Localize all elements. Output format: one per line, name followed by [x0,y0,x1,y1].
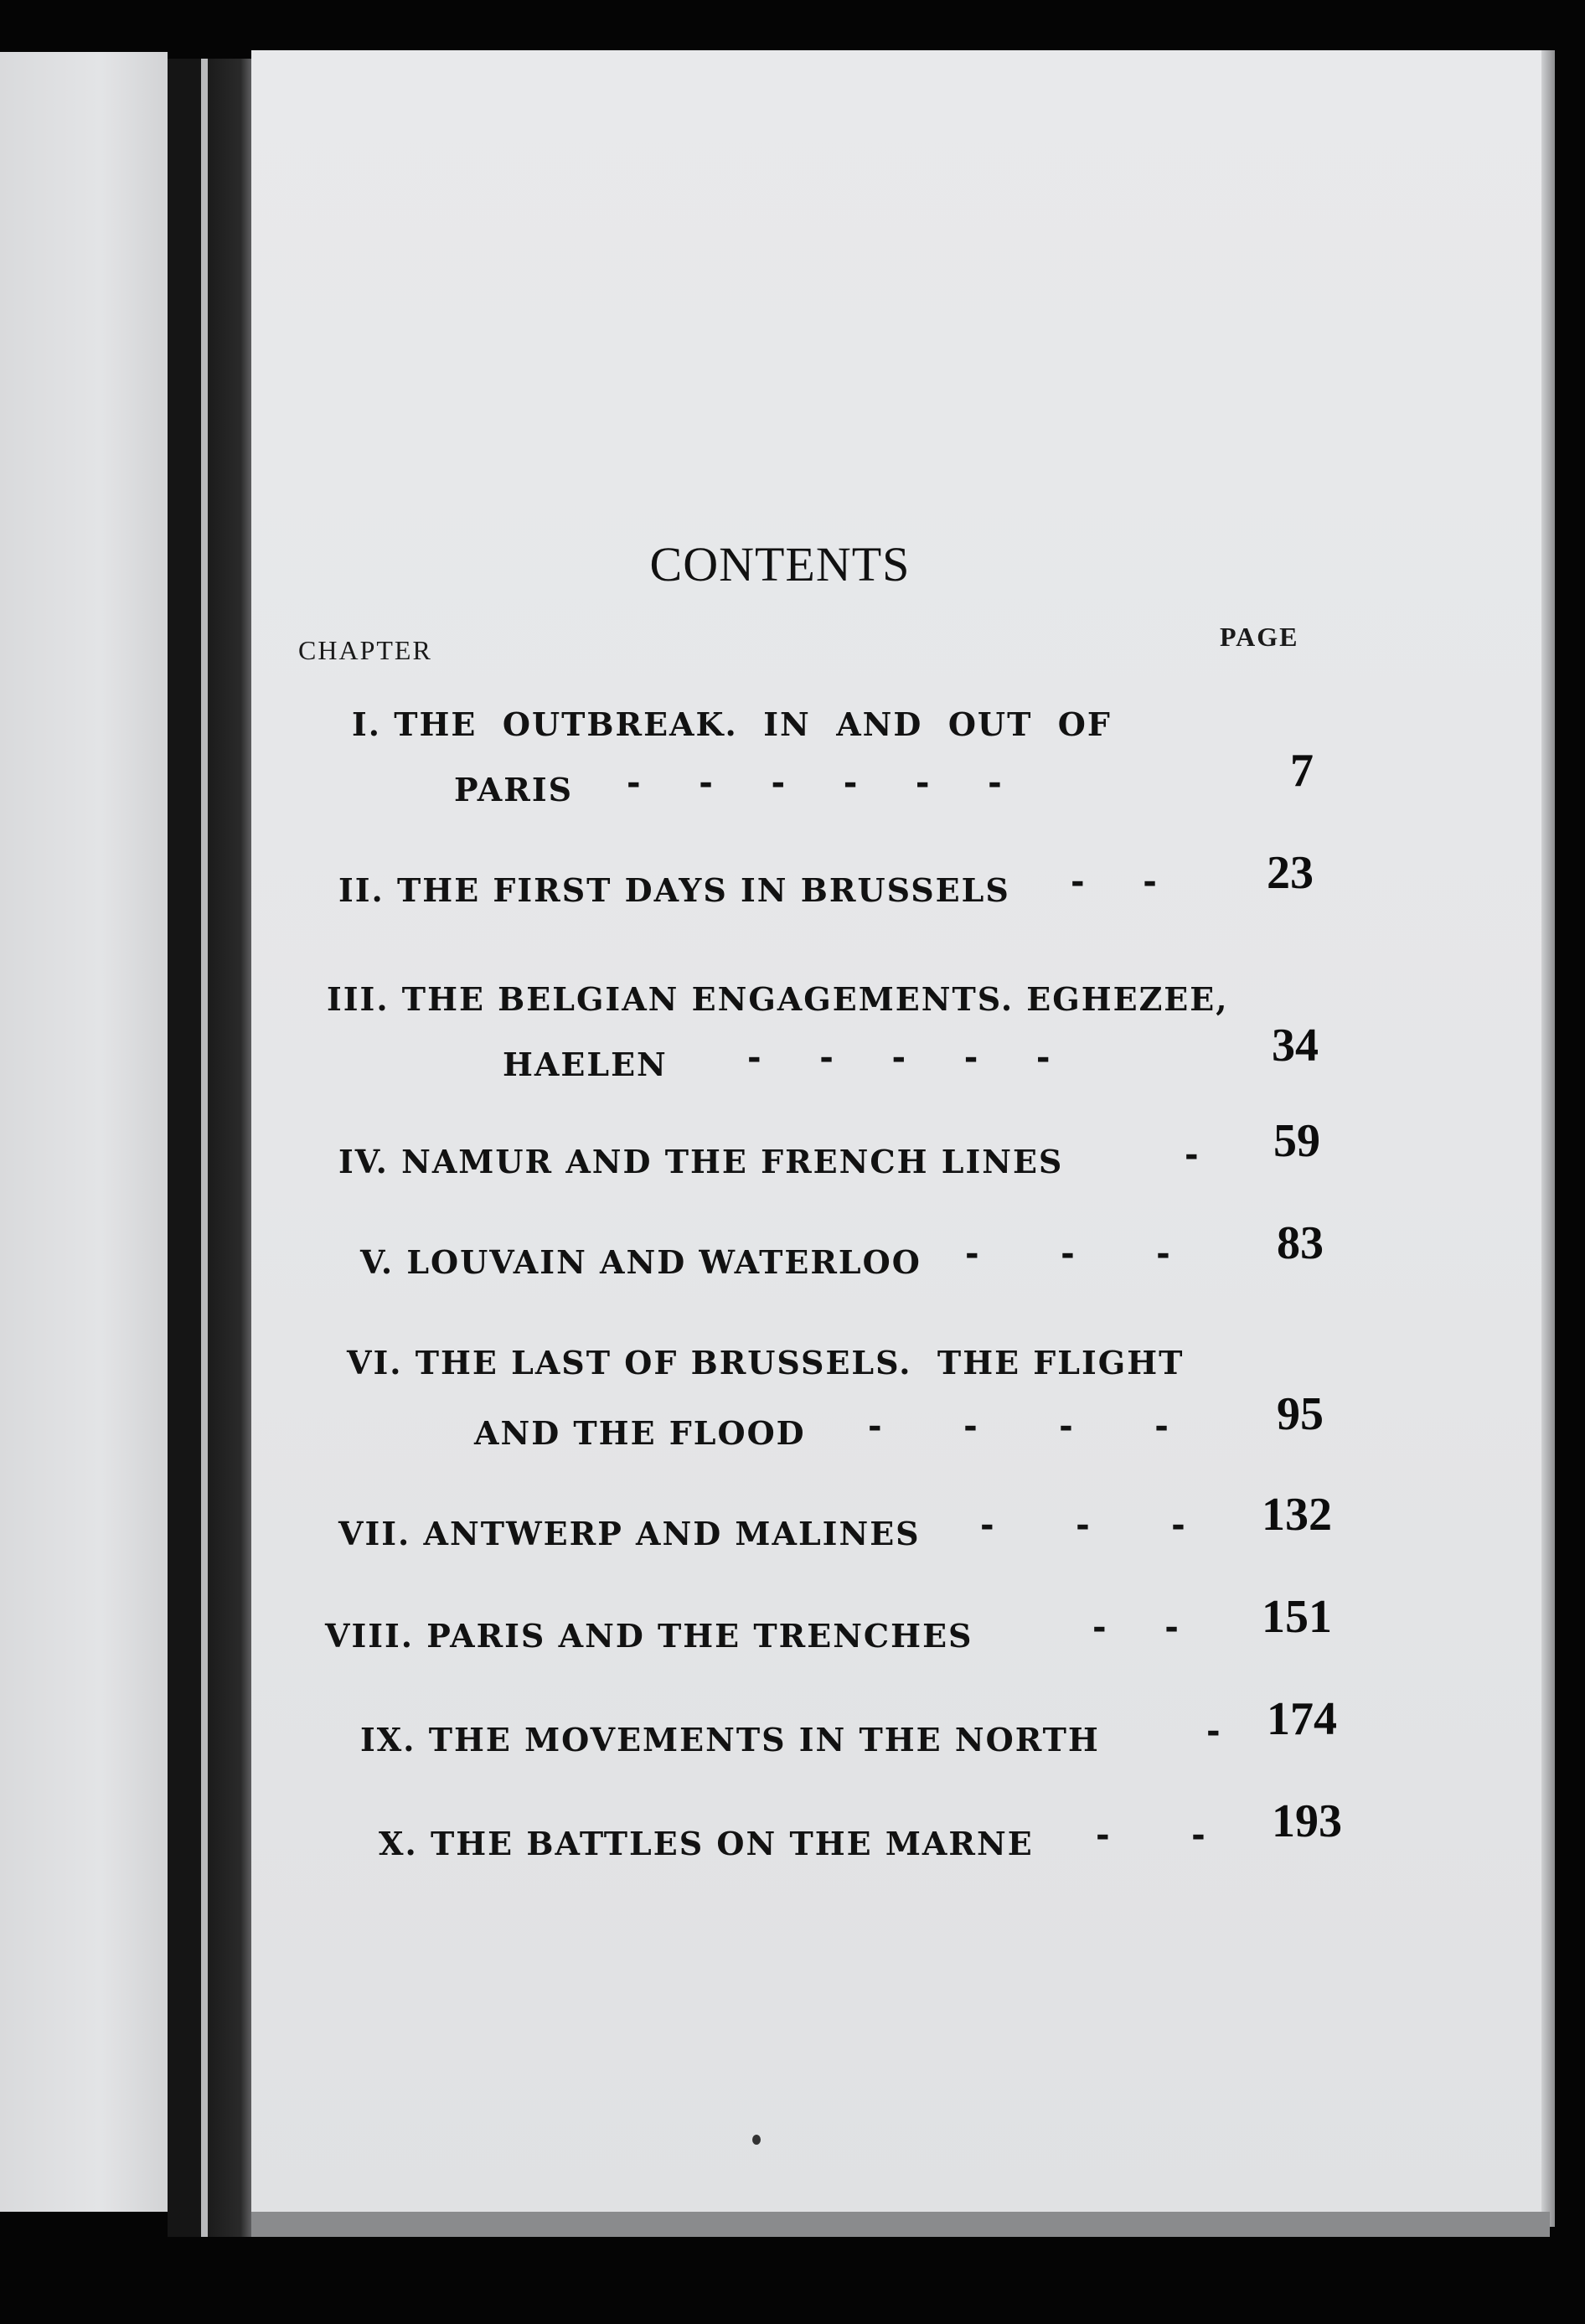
page-number: 95 [1277,1388,1324,1440]
leader-dash: - [1185,1136,1199,1175]
chapter-title: THE MOVEMENTS IN THE NORTH [428,1721,1100,1758]
page-number: 7 [1290,745,1314,797]
chapter-numeral: III. [327,980,390,1018]
page-number: 151 [1262,1591,1332,1643]
chapter-title: THE LAST OF BRUSSELS. THE FLIGHT [415,1344,1185,1381]
chapter-numeral: VII. [338,1515,411,1552]
book-spine [168,59,201,2237]
spine-gap [201,59,208,2237]
toc-entry-5 [360,1243,922,1281]
page-number: 193 [1272,1795,1342,1847]
toc-entry-4 [338,1143,1063,1180]
chapter-numeral: I. [352,705,382,743]
leader-dash: - - - - - [747,1039,1051,1077]
leader-dash: - [1206,1712,1221,1751]
page-number: 34 [1272,1020,1319,1072]
leader-dash: - - - [980,1506,1185,1545]
chapter-numeral: X. [379,1825,418,1862]
leader-dash: - - - - - - [627,764,1002,803]
chapter-numeral: V. [360,1243,395,1281]
toc-entry-10 [379,1825,1034,1862]
toc-entry-2 [338,871,1010,909]
page-title: CONTENTS [649,537,911,591]
chapter-numeral: IX. [360,1721,416,1758]
toc-entry-1-line2: PARIS [454,771,574,808]
toc-entry-6-line1 [347,1344,1184,1381]
chapter-title: THE BATTLES ON THE MARNE [430,1825,1034,1862]
page-edge [1541,50,1555,2227]
chapter-numeral: VI. [347,1344,403,1381]
page-column-heading: PAGE [1220,622,1299,652]
leader-dash: - - [1071,863,1157,901]
toc-entry-1-line1 [352,705,1112,743]
chapter-title: NAMUR AND THE FRENCH LINES [401,1143,1064,1180]
page-number: 132 [1262,1489,1332,1541]
toc-entry-6-line2: AND THE FLOOD [474,1414,806,1452]
leader-dash: - - [1096,1816,1206,1855]
chapter-numeral: IV. [338,1143,389,1180]
chapter-title: THE FIRST DAYS IN BRUSSELS [397,871,1010,909]
printer-mark [752,2135,761,2145]
toc-entry-8 [325,1617,973,1655]
contents-page [251,50,1550,2227]
spine-shadow [208,59,255,2237]
page-number: 59 [1273,1115,1320,1167]
chapter-title: THE BELGIAN ENGAGEMENTS. EGHEZEE, [401,980,1229,1018]
leader-dash: - - - [965,1235,1170,1273]
chapter-column-heading: CHAPTER [298,635,432,665]
page-number: 83 [1277,1217,1324,1269]
page-number: 174 [1267,1693,1337,1745]
toc-entry-3-line1 [327,980,1228,1018]
toc-entry-3-line2: HAELEN [503,1046,668,1083]
chapter-title: LOUVAIN AND WATERLOO [406,1243,922,1281]
toc-entry-9 [360,1721,1100,1758]
chapter-numeral: II. [338,871,385,909]
leader-dash: - - - - [868,1407,1169,1446]
left-page-leaf [0,52,168,2212]
chapter-title: THE OUTBREAK. IN AND OUT OF [394,705,1112,743]
toc-entry-7 [338,1515,921,1552]
chapter-numeral: VIII. [325,1617,415,1655]
chapter-title: PARIS AND THE TRENCHES [426,1617,973,1655]
chapter-title: ANTWERP AND MALINES [423,1515,921,1552]
page-number: 23 [1267,847,1314,899]
leader-dash: - - [1092,1609,1179,1647]
page-bottom-edge [251,2212,1550,2237]
